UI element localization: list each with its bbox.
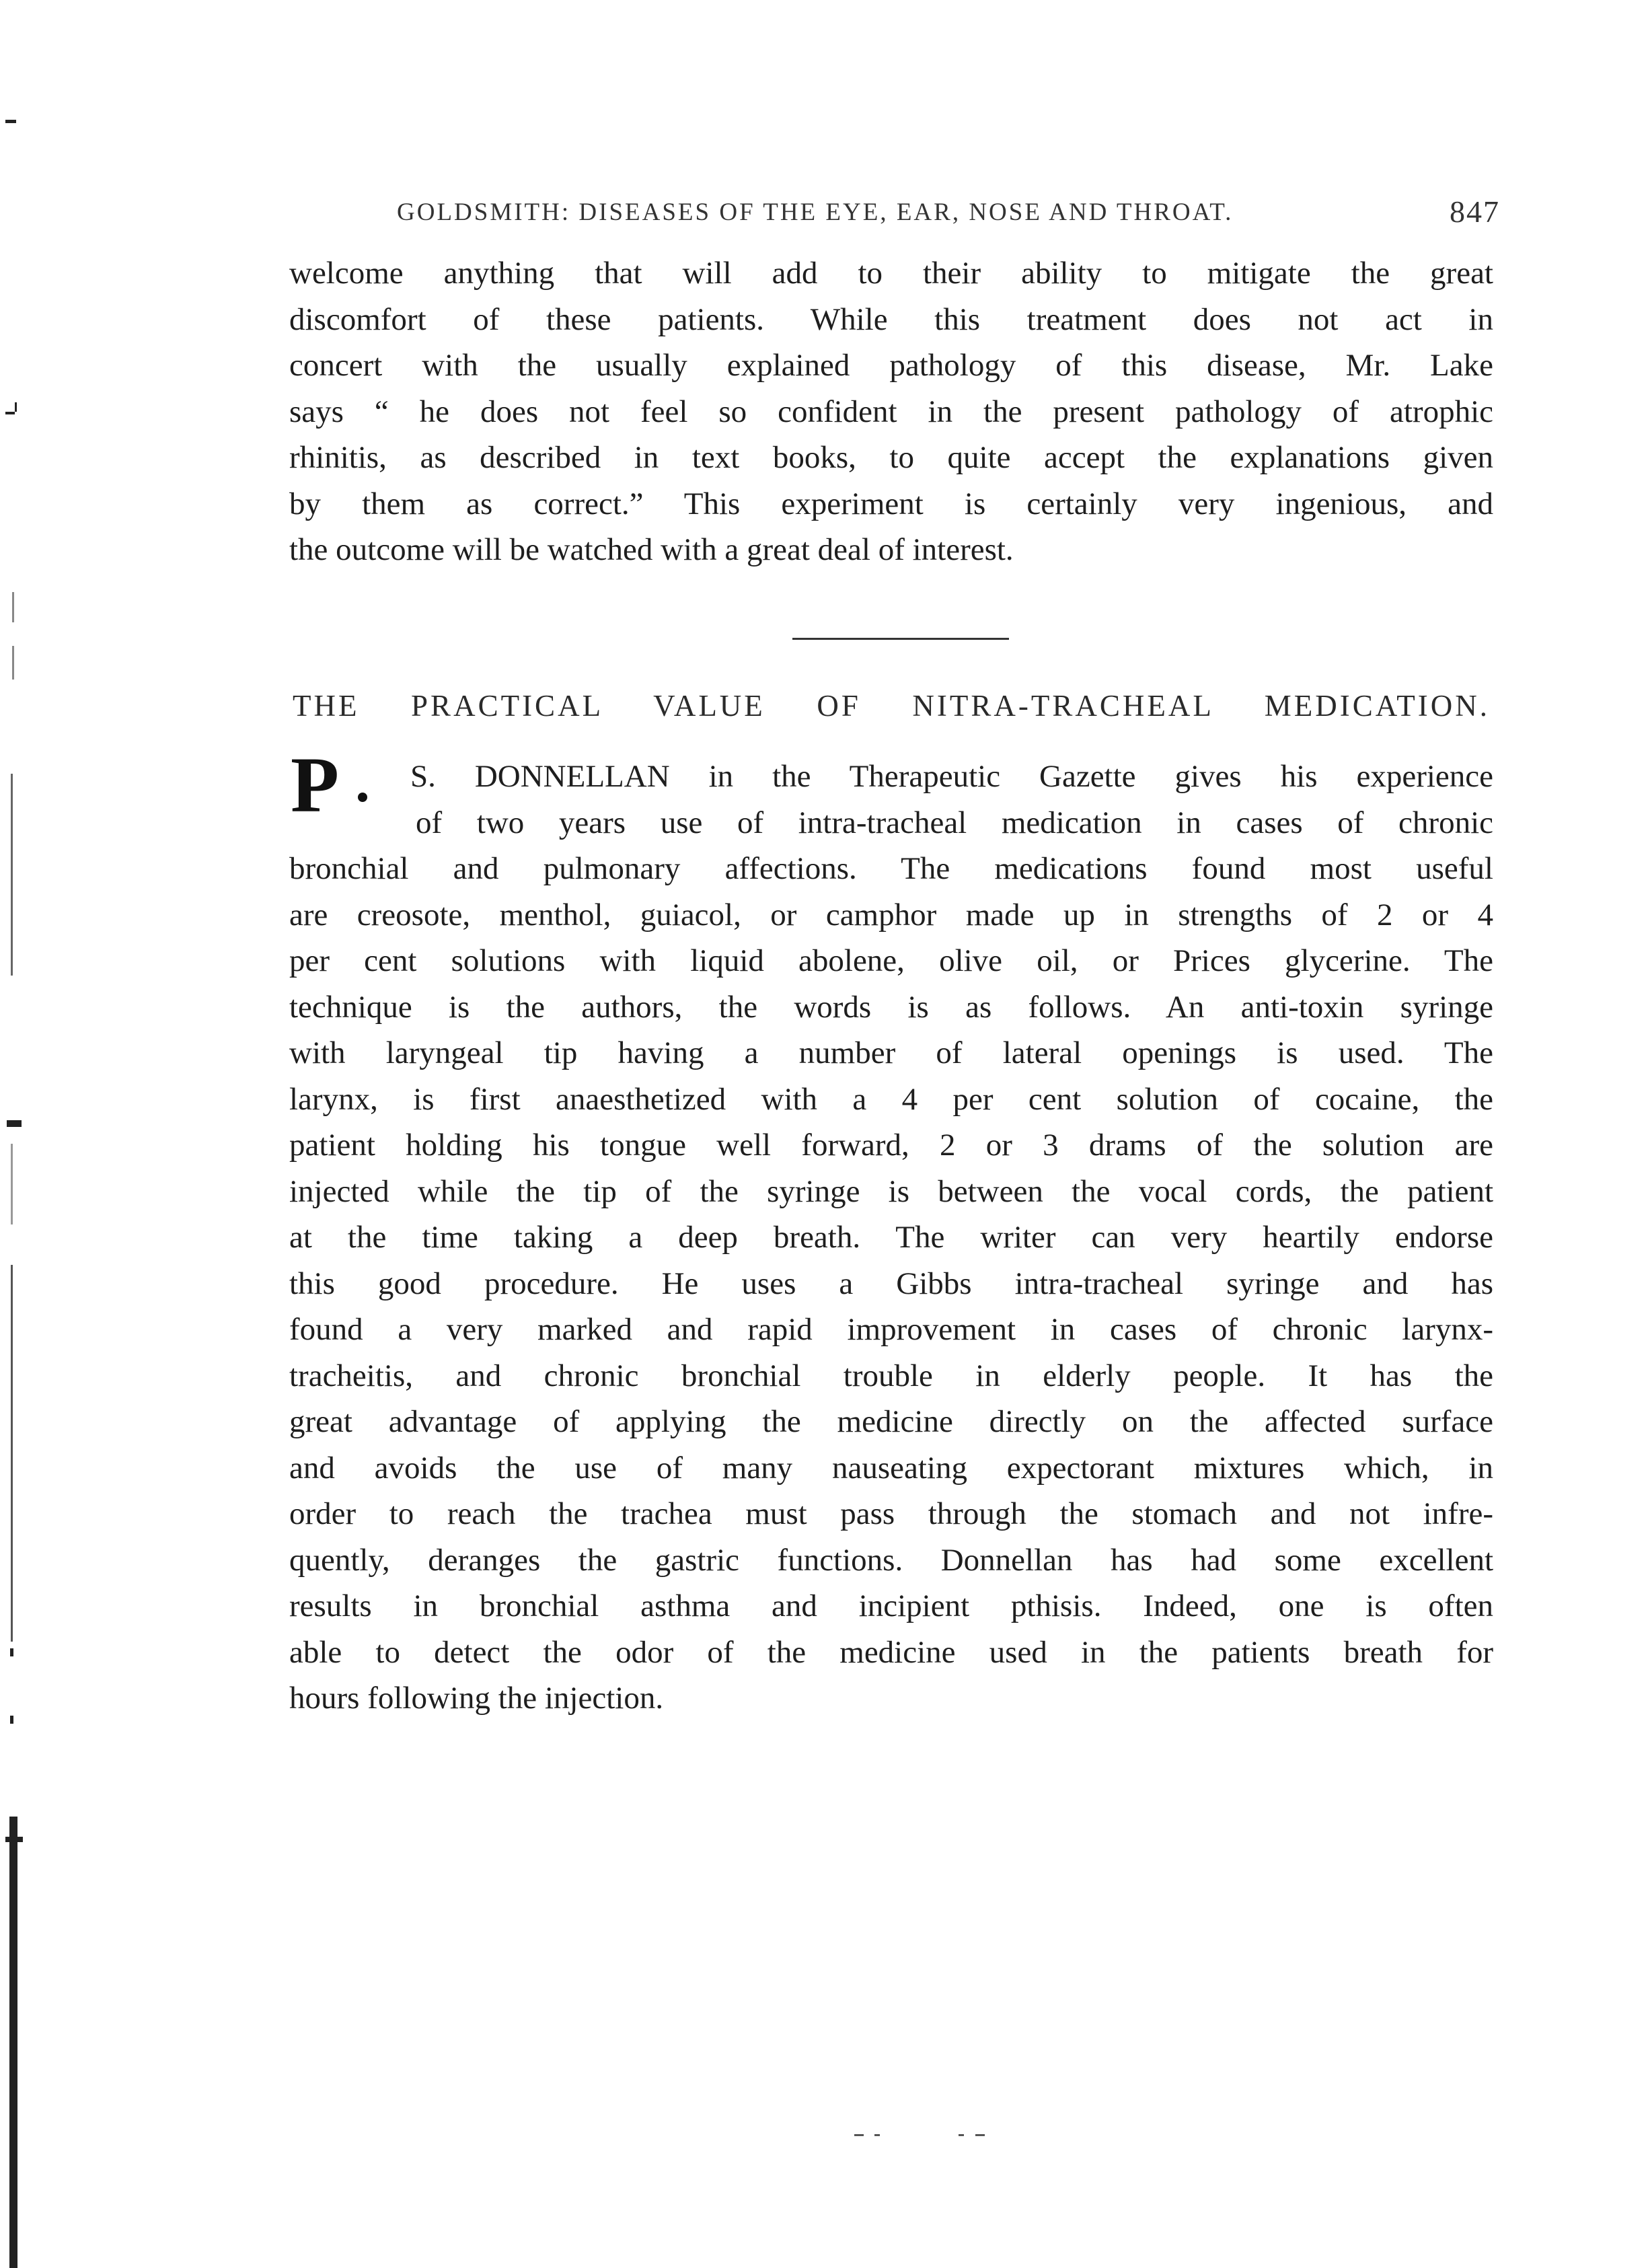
text-line: bronchial and pulmonary affections. The medications found most useful [289,851,1493,886]
text-line: this good procedure. He uses a Gibbs intra-tracheal syringe and has [289,1266,1493,1301]
scan-artifact [959,2134,964,2136]
text-line: welcome anything that will add to their ability to mitigate the great [289,256,1493,291]
scan-artifact [975,2134,985,2136]
text-line: are creosote, menthol, guiacol, or camphor made up in strengths of 2 or 4 [289,897,1493,932]
text-line: with laryngeal tip having a number of lateral openings is used. The [289,1035,1493,1070]
text-line: found a very marked and rapid improvement in cases of chronic larynx- [289,1312,1493,1347]
text-line: larynx, is first anaesthetized with a 4 per cent solution of cocaine, the [289,1081,1493,1117]
scan-artifact [11,774,13,976]
scan-artifact [10,1716,13,1724]
text-line: hours following the injection. [289,1681,664,1716]
scan-artifact [10,1648,13,1656]
section-divider [792,638,1009,640]
text-line: order to reach the trachea must pass through the stomach and not infre- [289,1496,1493,1531]
text-line: per cent solutions with liquid abolene, olive oil, or Prices glycerine. The [289,943,1493,978]
scan-artifact [11,1144,13,1224]
section-title: THE PRACTICAL VALUE OF NITRA-TRACHEAL MEDICATION. [293,689,1490,723]
text-line: says “ he does not feel so confident in the present pathology of atrophic [289,394,1493,429]
text-line: rhinitis, as described in text books, to quite accept the explanations given [289,440,1493,475]
text-line: the outcome will be watched with a great deal of interest. [289,532,1014,567]
text-line: able to detect the odor of the medicine used in the patients breath for [289,1634,1493,1670]
scan-artifact [854,2134,864,2136]
scan-artifact [12,592,14,622]
text-line: quently, deranges the gastric functions. Donnellan has had some excellent [289,1542,1493,1578]
scan-artifact [7,1120,22,1127]
page-number: 847 [1450,194,1500,229]
running-head-title: GOLDSMITH: DISEASES OF THE EYE, EAR, NOSE AND THROAT. [397,198,1234,226]
scan-artifact [5,412,15,414]
text-line: tracheitis, and chronic bronchial trouble in elderly people. It has the [289,1358,1493,1393]
scan-artifact [12,646,14,680]
scan-artifact [11,1265,13,1642]
scan-artifact [874,2134,880,2136]
text-line: at the time taking a deep breath. The writer can very heartily endorse [289,1220,1493,1255]
text-line: great advantage of applying the medicine directly on the affected surface [289,1404,1493,1439]
text-line: by them as correct.” This experiment is certainly very ingenious, and [289,486,1493,521]
text-line: technique is the authors, the words is as follows. An anti-toxin syringe [289,989,1493,1025]
text-line: discomfort of these patients. While this treatment does not act in [289,301,1493,337]
text-line: results in bronchial asthma and incipient pthisis. Indeed, one is often [289,1588,1493,1623]
scan-artifact [5,120,16,123]
section-paragraph [289,754,1493,1722]
text-line: injected while the tip of the syringe is between the vocal cords, the patient [289,1173,1493,1209]
scan-artifact [15,402,17,412]
continued-paragraph [289,250,1493,573]
drop-cap: P [291,741,340,829]
running-head [289,194,1520,234]
text-line: concert with the usually explained pathology of this disease, Mr. Lake [289,348,1493,383]
text-line: and avoids the use of many nauseating expectorant mixtures which, in [289,1450,1493,1486]
text-line: of two years use of intra-tracheal medication in cases of chronic [416,805,1493,840]
scan-artifact [9,1817,17,2268]
text-line: patient holding his tongue well forward, 2 or 3 drams of the solution are [289,1128,1493,1163]
text-line: S. DONNELLAN in the Therapeutic Gazette gives his experience [410,759,1493,794]
